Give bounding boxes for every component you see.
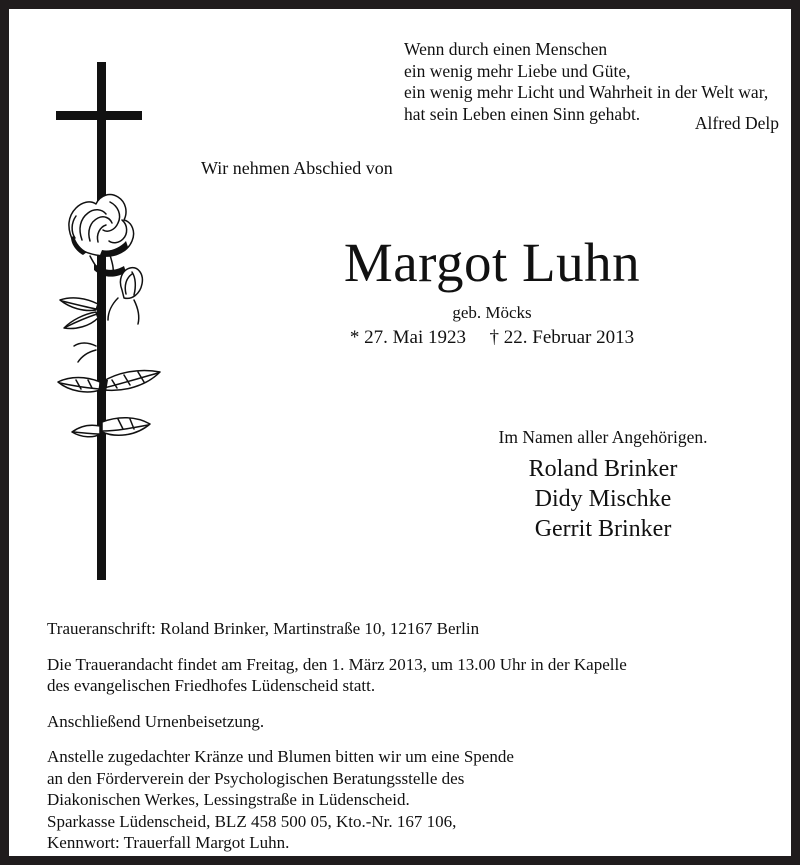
family-member: Roland Brinker xyxy=(528,456,678,482)
rose-icon xyxy=(58,195,160,462)
poem-line-2: ein wenig mehr Liebe und Güte, xyxy=(404,60,631,81)
family-name-list xyxy=(420,454,786,544)
border-top xyxy=(0,0,800,9)
service-line-2: des evangelischen Friedhofes Lüdenscheid statt. xyxy=(47,676,376,695)
deceased-name: Margot Luhn xyxy=(343,232,641,293)
border-left xyxy=(0,0,9,865)
spacer xyxy=(47,640,767,654)
poem-line-3: ein wenig mehr Licht und Wahrheit in der Welt war, xyxy=(404,82,769,102)
poem-line-1: Wenn durch einen Menschen xyxy=(404,39,608,59)
death-symbol: † xyxy=(489,327,499,348)
service-line-1: Die Trauerandacht findet am Freitag, den 1. März 2013, um 13.00 Uhr in der Kapelle xyxy=(47,654,627,674)
spacer xyxy=(47,697,767,711)
life-dates xyxy=(190,326,794,349)
birth-date: 27. Mai 1923 xyxy=(364,327,466,348)
donation-line-1: Anstelle zugedachter Kränze und Blumen bitten wir um eine Spende xyxy=(47,747,514,766)
bank-details: Sparkasse Lüdenscheid, BLZ 458 500 05, Kto.-Nr. 167 106, xyxy=(47,811,457,831)
death-date: 22. Februar 2013 xyxy=(503,327,635,348)
family-member: Gerrit Brinker xyxy=(534,516,672,542)
donation-line-3: Diakonischen Werkes, Lessingstraße in Lüdenscheid. xyxy=(47,790,410,809)
border-right xyxy=(791,0,800,865)
details-block xyxy=(47,618,767,854)
poem-attribution: Alfred Delp xyxy=(694,113,779,133)
donation-line-2: an den Förderverein der Psychologischen Beratungsstelle des xyxy=(47,768,465,788)
family-intro: Im Namen aller Angehörigen. xyxy=(498,427,708,447)
family-block xyxy=(420,426,786,544)
donation-reference: Kennwort: Trauerfall Margot Luhn. xyxy=(47,833,290,852)
maiden-name: geb. Möcks xyxy=(452,303,532,322)
cross-and-rose-emblem xyxy=(38,50,188,580)
border-bottom xyxy=(0,856,800,865)
birth-symbol: * xyxy=(349,327,360,348)
burial-note: Anschließend Urnenbeisetzung. xyxy=(47,711,265,731)
spacer xyxy=(47,732,767,746)
cross-icon xyxy=(56,62,142,580)
poem-line-4: hat sein Leben einen Sinn gehabt. xyxy=(404,103,641,124)
farewell-text: Wir nehmen Abschied von xyxy=(201,158,393,178)
mourning-address: Traueranschrift: Roland Brinker, Martinstraße 10, 12167 Berlin xyxy=(47,619,480,638)
family-member: Didy Mischke xyxy=(534,486,672,512)
